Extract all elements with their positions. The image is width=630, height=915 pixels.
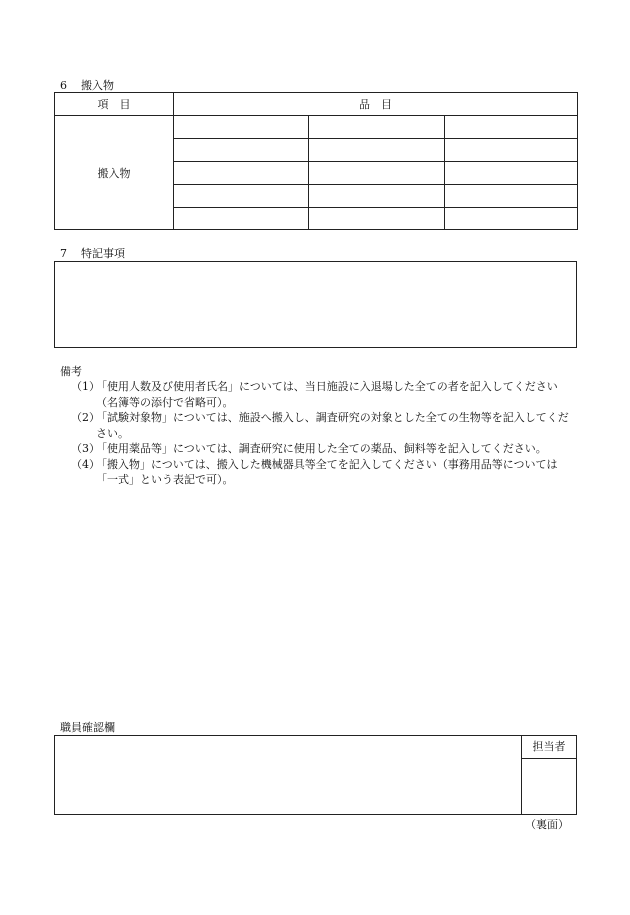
table-cell[interactable]	[309, 162, 445, 185]
table-cell[interactable]	[309, 185, 445, 208]
remarks-list	[71, 379, 577, 488]
remark-text: 「使用人数及び使用者氏名」については、当日施設に入退場した全ての者を記入してください（名簿等の添付で省略可）。	[96, 380, 558, 409]
col-header-goods: 品 目	[174, 93, 578, 116]
person-in-charge-stamp-box[interactable]	[521, 758, 577, 815]
remark-item	[71, 410, 577, 441]
remark-number: （1）	[71, 380, 100, 393]
section6-number: 6	[60, 79, 67, 92]
section6-heading	[60, 79, 114, 93]
remark-item	[71, 441, 577, 457]
table-header-row	[55, 93, 578, 116]
remark-item	[71, 379, 577, 410]
table-cell[interactable]	[445, 185, 578, 208]
table-cell[interactable]	[174, 139, 309, 162]
table-cell[interactable]	[445, 162, 578, 185]
back-side-label: （裏面）	[525, 818, 569, 831]
table-row	[55, 116, 578, 139]
table-cell[interactable]	[174, 208, 309, 230]
remark-number: （4）	[71, 457, 100, 471]
table-cell[interactable]	[309, 116, 445, 139]
section7-title: 特記事項	[81, 247, 125, 260]
col-header-item: 項 目	[55, 93, 174, 116]
table-cell[interactable]	[174, 162, 309, 185]
table-cell[interactable]	[309, 139, 445, 162]
table-cell[interactable]	[309, 208, 445, 230]
section6-title: 搬入物	[81, 79, 114, 92]
person-in-charge-label: 担当者	[521, 735, 577, 759]
table-cell[interactable]	[445, 208, 578, 230]
remarks-title: 備考	[60, 365, 82, 378]
carry-in-table	[54, 92, 578, 230]
remark-number: （3）	[71, 442, 100, 455]
table-cell[interactable]	[445, 139, 578, 162]
section7-number: 7	[60, 247, 67, 260]
special-notes-box[interactable]	[54, 261, 577, 348]
remark-text: 「使用薬品等」については、調査研究に使用した全ての薬品、飼料等を記入してください。	[96, 442, 547, 455]
table-cell[interactable]	[174, 116, 309, 139]
remark-number: （2）	[71, 411, 100, 424]
row-label-carry-in: 搬入物	[55, 116, 174, 230]
staff-confirm-box	[54, 735, 577, 815]
table-cell[interactable]	[445, 116, 578, 139]
remark-text: 「搬入物」については、搬入した機械器具等全てを記入してください（事務用品等については「一式」という表記で可）。	[96, 457, 558, 486]
staff-confirm-title: 職員確認欄	[60, 721, 115, 734]
remark-item	[71, 457, 577, 488]
section7-heading	[60, 247, 125, 261]
table-cell[interactable]	[174, 185, 309, 208]
remark-text: 「試験対象物」については、施設へ搬入し、調査研究の対象とした全ての生物等を記入してください。	[96, 411, 569, 440]
